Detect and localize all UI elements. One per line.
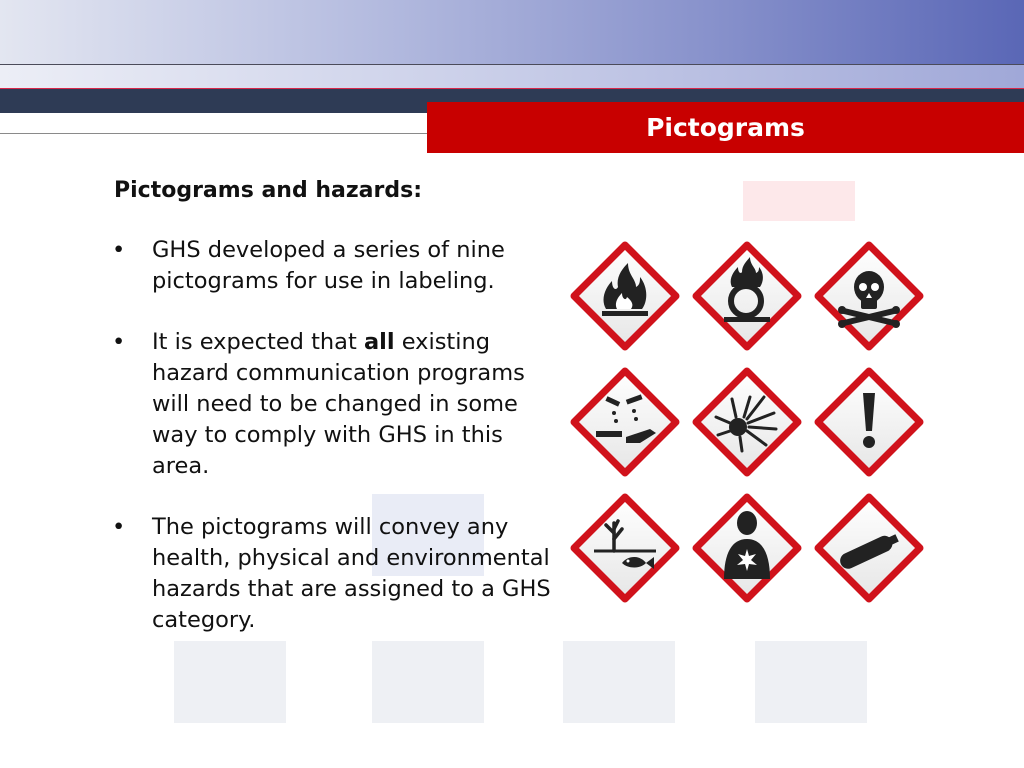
subheading: Pictograms and hazards: bbox=[114, 178, 423, 203]
health-hazard-icon bbox=[692, 493, 802, 603]
header-gradient-band bbox=[0, 0, 1024, 64]
gas-cylinder-icon bbox=[814, 493, 924, 603]
skull-crossbones-icon bbox=[814, 241, 924, 351]
bullet-text-post: existing hazard communication programs will need to be changed in some way to comply with GHS in this area. bbox=[152, 329, 525, 479]
bullet-list bbox=[112, 235, 552, 666]
bullet-text: GHS developed a series of nine pictograms for use in labeling. bbox=[152, 237, 505, 294]
placeholder-box bbox=[563, 641, 675, 723]
bullet-marker: • bbox=[112, 329, 126, 355]
header-light-band bbox=[0, 65, 1024, 89]
bullet-text: The pictograms will convey any health, physical and environmental hazards that are assigned to a GHS category. bbox=[152, 514, 551, 633]
bullet-marker: • bbox=[112, 237, 126, 263]
flame-icon bbox=[570, 241, 680, 351]
bullet-text-pre: It is expected that bbox=[152, 329, 364, 355]
exclamation-mark-icon bbox=[814, 367, 924, 477]
placeholder-box bbox=[743, 181, 855, 221]
environment-icon bbox=[570, 493, 680, 603]
bullet-item bbox=[112, 512, 552, 636]
title-underline bbox=[0, 133, 430, 134]
corrosion-icon bbox=[570, 367, 680, 477]
slide-title: Pictograms bbox=[646, 113, 805, 142]
bullet-marker: • bbox=[112, 514, 126, 540]
exploding-bomb-icon bbox=[692, 367, 802, 477]
placeholder-box bbox=[755, 641, 867, 723]
flame-over-circle-icon bbox=[692, 241, 802, 351]
bullet-item bbox=[112, 235, 552, 297]
title-banner bbox=[427, 102, 1024, 153]
bullet-item bbox=[112, 327, 552, 482]
bullet-text-bold: all bbox=[363, 329, 395, 355]
